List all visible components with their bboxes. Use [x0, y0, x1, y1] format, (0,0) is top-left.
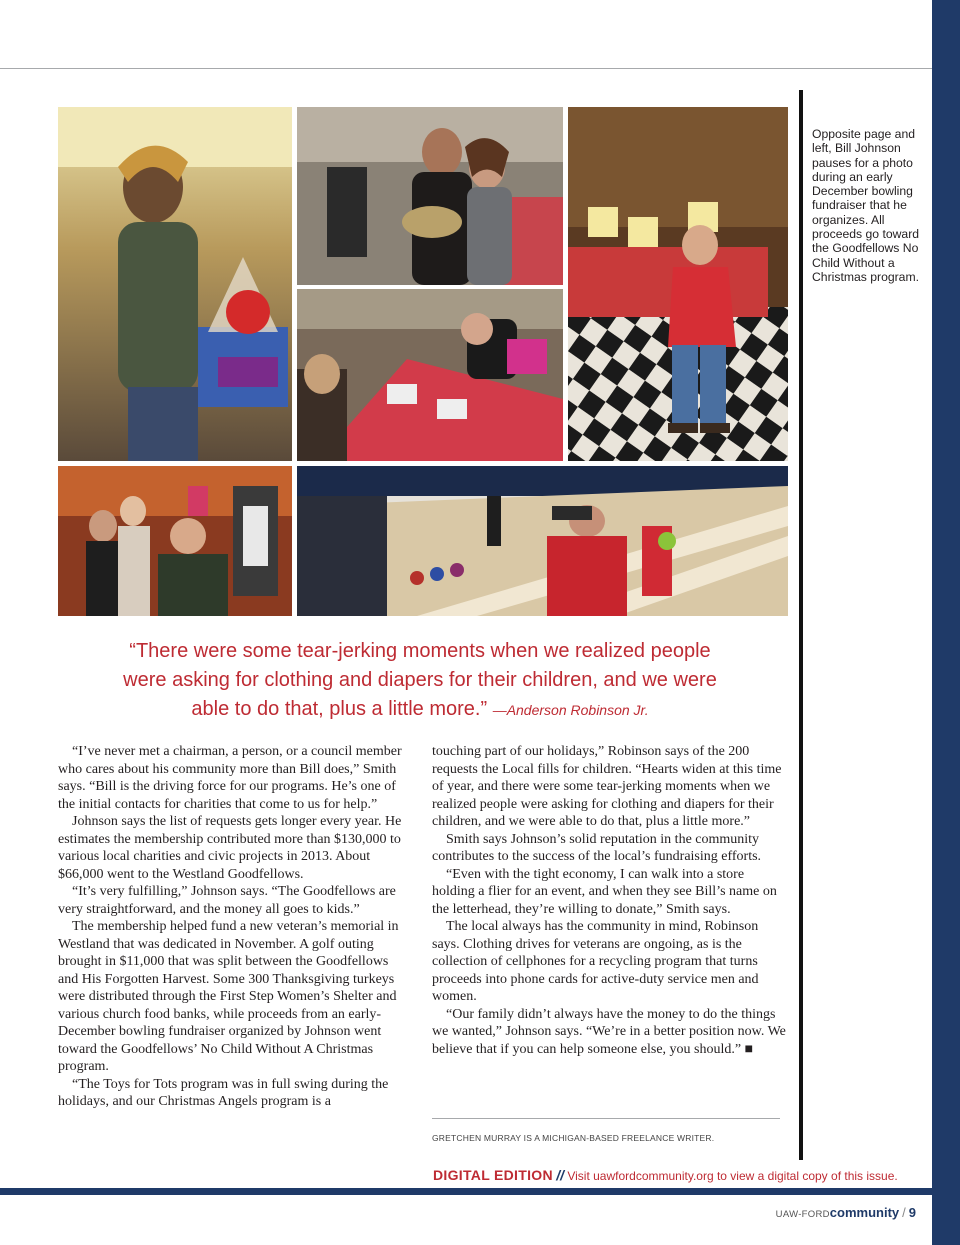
paragraph: “I’ve never met a chairman, a person, or a council member who cares about his community more than Bill does,” Smith says. “Bill is the driving force for our programs. He’s one of the initial contacts for charities that come to us for help.” — [58, 744, 402, 812]
pull-quote-attribution: —Anderson Robinson Jr. — [492, 702, 649, 718]
top-rule — [0, 68, 932, 69]
photo-couple-football — [297, 107, 563, 285]
pull-quote-text: “There were some tear-jerking moments when we realized people were asking for clothing and diapers for their children, and we were able to do that, plus a little more.” — [123, 640, 717, 720]
page-number: 9 — [908, 1205, 916, 1220]
caption-divider — [799, 90, 803, 1160]
digital-edition-label: DIGITAL EDITION — [433, 1167, 553, 1183]
photo-man-signing-table — [297, 289, 563, 461]
photo-bowling-lanes — [297, 466, 788, 616]
digital-edition-slashes: // — [556, 1167, 564, 1183]
paragraph: “The Toys for Tots program was in full swing during the holidays, and our Christmas Angels program is a — [58, 1076, 389, 1109]
digital-edition-link[interactable]: Visit uawfordcommunity.org to view a digital copy of this issue. — [567, 1169, 898, 1183]
paragraph: The membership helped fund a new veteran’s memorial in Westland that was dedicated in November. A golf outing brought in $11,000 that was split between the Goodfellows and His Forgotten Harvest. Some 300 Thanksgiving turkeys were distributed through the First Step Women’s Shelter and various church food banks, while proceeds from an early-December bowling fundraiser organized by Johnson went toward the Goodfellows’ No Child Without A Christmas program. — [58, 919, 399, 1074]
article-column-left — [58, 743, 410, 1111]
signature-rule — [432, 1118, 780, 1119]
photo-woman-gift-basket — [58, 107, 292, 461]
paragraph: Smith says Johnson’s solid reputation in the community contributes to the success of the local’s fundraising efforts. — [432, 831, 762, 864]
footer-prefix: UAW-FORD — [775, 1209, 830, 1220]
author-bio: GRETCHEN MURRAY IS A MICHIGAN-BASED FREELANCE WRITER. — [432, 1133, 715, 1143]
article-column-right — [432, 743, 788, 1058]
paragraph: The local always has the community in mind, Robinson says. Clothing drives for veterans are ongoing, as is the collection of cellphones for a recycling program that turns proceeds into phone cards for active-duty service men and women. — [432, 919, 759, 1004]
footer-brand: community — [829, 1205, 900, 1220]
paragraph: touching part of our holidays,” Robinson says of the 200 requests the Local fills for children. “Hearts widen at this time of year, and there were some tear-jerking moments when we realized people were asking for clothing and diapers for their children, and we were able to do that, plus a little more.” — [432, 744, 782, 829]
pull-quote — [110, 637, 730, 725]
paragraph: “It’s very fulfilling,” Johnson says. “The Goodfellows are very straightforward, and the money all goes to kids.” — [58, 884, 396, 917]
digital-edition-banner[interactable] — [433, 1167, 898, 1183]
paragraph: “Even with the tight economy, I can walk into a store holding a flier for an event, and when they see Bill’s name on the letterhead, they’re willing to donate,” Smith says. — [432, 866, 777, 917]
bottom-rule — [0, 1188, 932, 1195]
photo-group-with-prizes — [58, 466, 292, 616]
paragraph: “Our family didn’t always have the money to do the things we wanted,” Johnson says. “We’re in a better position now. We believe that if you can help someone else, you should.” ■ — [432, 1006, 786, 1057]
page-footer — [776, 1204, 916, 1222]
footer-separator: / — [902, 1205, 906, 1220]
page-edge-bar — [932, 0, 960, 1245]
photo-bill-johnson-checker-floor — [568, 107, 788, 461]
paragraph: Johnson says the list of requests gets longer every year. He estimates the membership contributed more than $130,000 to various local charities and civic projects in 2013. About $66,000 went to the Westland Goodfellows. — [58, 814, 402, 882]
photo-caption: Opposite page and left, Bill Johnson pauses for a photo during an early December bowling fundraiser that he organizes. All proceeds go toward the Goodfellows No Child Without a Christmas program. — [812, 127, 920, 284]
